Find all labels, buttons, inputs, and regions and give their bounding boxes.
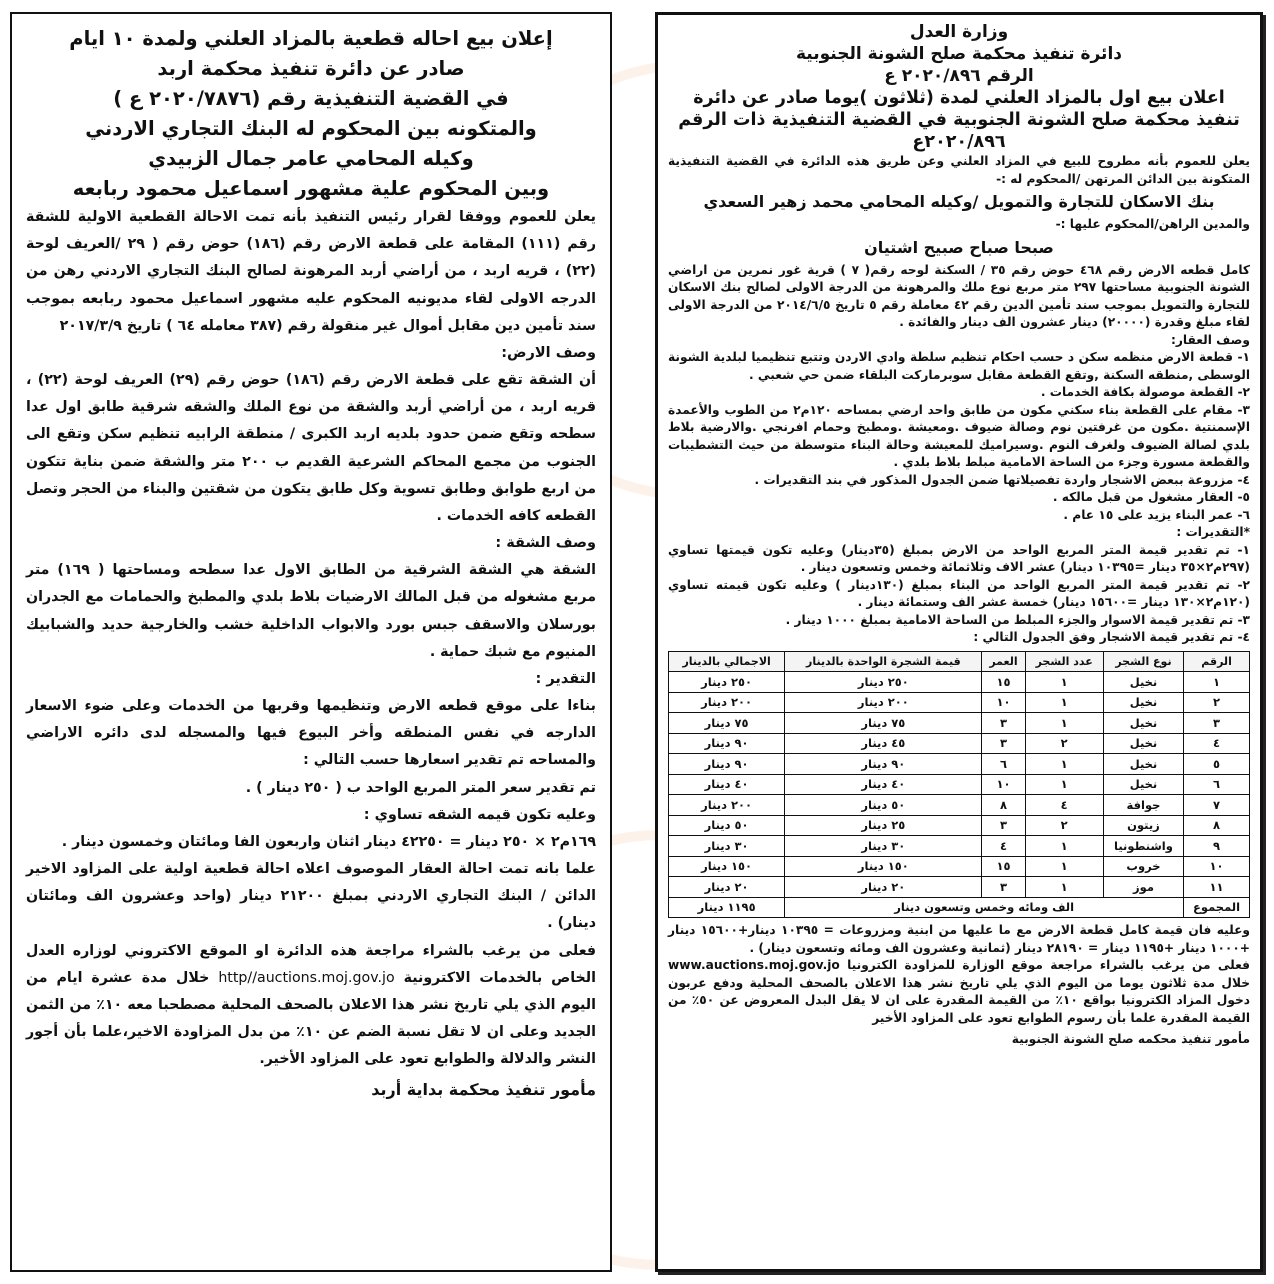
- table-cell: ٢: [1025, 733, 1103, 754]
- table-cell: ١: [1025, 754, 1103, 775]
- buyers-paragraph: فعلى من يرغب بالشراء مراجعة موقع الوزارة للمزاودة الكترونيا www.auctions.moj.gov.jo خلال مدة ثلاثون يوما من اليوم الذي يلي تاريخ نشر هذا الاعلان بالصحف المحلية ودفع عربون دخول المزاد الكترونيا بواقع ١٠٪ من القيمة المقدرة على ان لا يقل البدل المعروض عن ٥٠٪ من القيمة المقدرة علما بأن رسوم الطوابع تعود على المزاود الأخير: [668, 958, 1251, 1025]
- table-cell: ٢٠٠ دينار: [669, 692, 785, 713]
- table-cell: ١٥: [982, 856, 1025, 877]
- intro-paragraph: يعلن للعموم بأنه مطروح للبيع في المزاد العلني وعن طريق هذه الدائرة في القضية التنفيذية المتكونة بين الدائن المرتهن /المحكوم له :-: [668, 154, 1250, 186]
- table-cell: ٩٠ دينار: [785, 754, 982, 775]
- estimate-heading: التقدير :: [535, 671, 596, 688]
- table-cell: ٦: [982, 754, 1025, 775]
- land-heading: وصف الارض:: [501, 345, 596, 362]
- table-row: [669, 795, 1250, 816]
- trees-table: [668, 651, 1250, 919]
- table-cell: زيتون: [1103, 815, 1183, 836]
- table-cell: ٣: [982, 815, 1025, 836]
- table-cell: ٣٠ دينار: [669, 836, 785, 857]
- column-header: الاجمالي بالدينار: [669, 651, 785, 672]
- table-cell: ٥٠ دينار: [785, 795, 982, 816]
- table-cell: ٢٠٠ دينار: [669, 795, 785, 816]
- title-line: إعلان بيع احاله قطعية بالمزاد العلني ولمدة ١٠ ايام: [69, 27, 553, 50]
- title-line: والمتكونه بين المحكوم له البنك التجاري الاردني: [85, 117, 537, 140]
- table-cell: ٣: [982, 877, 1025, 898]
- description-heading: وصف العقار:: [1171, 332, 1250, 347]
- auctions-url[interactable]: http//auctions.moj.gov.jo: [218, 969, 395, 986]
- table-cell: ٥٠ دينار: [669, 815, 785, 836]
- table-cell: نخيل: [1103, 672, 1183, 693]
- property-paragraph: كامل قطعه الارض رقم ٤٦٨ حوض رقم ٣٥ / السكنة لوحه رقم( ٧ ) قرية غور نمرين من اراضي الشونة الجنوبية مساحتها ٢٩٧ متر مربع نوع ملك والمرهونة من الدرجة الاولى لصالح بنك الاسكان للتجارة والتمويل بموجب سند تأمين الدين رقم ٤٢ معاملة رقم ٥ تاريخ ٢٠١٤/٦/٥ من الدرجة الاولى لقاء مبلغ وقدرة (٢٠٠٠٠) دينار عشرون الف دينار والفائدة .: [668, 262, 1251, 329]
- table-cell: ٢: [1184, 692, 1250, 713]
- table-cell: واشنطونيا: [1103, 836, 1183, 857]
- table-cell: ١٥٠ دينار: [669, 856, 785, 877]
- table-cell: ٢٥ دينار: [785, 815, 982, 836]
- table-row: [669, 836, 1250, 857]
- table-cell: ٢٠ دينار: [669, 877, 785, 898]
- column-header: الرقم: [1184, 651, 1250, 672]
- table-cell: ١٥: [982, 672, 1025, 693]
- table-cell: ٢: [1025, 815, 1103, 836]
- table-cell: ٩: [1184, 836, 1250, 857]
- title-line: وبين المحكوم علية مشهور اسماعيل محمود ربابعه: [72, 177, 550, 200]
- signature: مأمور تنفيذ محكمة بداية أربد: [371, 1079, 596, 1099]
- debtor-label: والمدين الراهن/المحكوم عليها :-: [1055, 217, 1250, 231]
- award-paragraph: علما بانه تمت احالة العقار الموصوف اعلاه احالة قطعية اولية على المزاود الاخير الدائن / البنك التجاري الاردني بمبلغ ٢١٢٠٠ دينار (واحد وعشرون الف ومائتان دينار) .: [26, 861, 596, 932]
- signature: مأمور تنفيذ محكمه صلح الشونة الجنوبية: [1011, 1032, 1250, 1046]
- table-cell: ٧: [1184, 795, 1250, 816]
- description-item: ٣- مقام على القطعة بناء سكني مكون من طابق واحد ارضي بمساحه ١٢٠م٢ من الطوب والأعمدة الإسمنتية .مكون من غرفتين نوم وصالة ضيوف .ومعيشة .ومطبخ وحمام افرنجي .والارضية بلاط بلدي لصالة الضيوف ولغرف النوم .وسيراميك للمعيشة وحالة البناء متوسطة من حيث التشطيبات والقطعة مسورة وجزء من الساحة الامامية مبلط بلاط بلدي .: [668, 402, 1250, 469]
- table-cell: ٣٠ دينار: [785, 836, 982, 857]
- table-cell: ٢٥٠ دينار: [669, 672, 785, 693]
- total-label: المجموع: [1184, 897, 1250, 918]
- table-cell: ٦: [1184, 774, 1250, 795]
- table-cell: نخيل: [1103, 733, 1183, 754]
- table-cell: خروب: [1103, 856, 1183, 877]
- table-row: [669, 815, 1250, 836]
- land-description: أن الشقة تقع على قطعة الارض رقم (١٨٦) حوض رقم (٢٩) العريف لوحة (٢٢) ، قريه اربد ، من أراضي أربد والشقة من نوع الملك والشقه شرقية طابق اول عدا سطحه وتقع ضمن حدود بلديه اربد الكبرى / منطقة الرابيه تنظيم سكن وتقع الى الجنوب من مجمع المحاكم الشرعية القديم ب ٢٠٠ متر والشقة ضمن بناية تتكون من اربع طوابق وطابق تسوية وكل طابق يتكون من شقتين والبناء من الحجر وتصل القطعه كافه الخدمات .: [26, 372, 596, 525]
- column-header: نوع الشجر: [1103, 651, 1183, 672]
- table-cell: ٨: [1184, 815, 1250, 836]
- estimates-heading: *التقديرات :: [1176, 525, 1250, 539]
- estimate-item: ٣- تم تقدير قيمة الاسوار والجزء المبلط من الساحة الامامية بمبلغ ١٠٠٠ دينار .: [785, 612, 1250, 627]
- value-heading: وعليه تكون قيمه الشقه تساوي :: [363, 806, 596, 823]
- notice-title-line-2: تنفيذ محكمة صلح الشونة الجنوبية في القضية التنفيذية ذات الرقم ٢٠٢٠/٨٩٦ع: [678, 110, 1240, 152]
- table-cell: ٣: [982, 733, 1025, 754]
- description-item: ٦- عمر البناء يزيد على ١٥ عام .: [1063, 507, 1250, 522]
- table-cell: ٧٥ دينار: [785, 713, 982, 734]
- table-row: [669, 733, 1250, 754]
- buyers-paragraph: [26, 938, 596, 1074]
- table-cell: ٤٠ دينار: [669, 774, 785, 795]
- description-item: ١- قطعة الارض منظمه سكن د حسب احكام تنظيم سلطة وادي الاردن وتتبع تنظيميا لبلدية الشونة الوسطى ,منطقه السكنة ,وتقع القطعة مقابل سوبرماركت البلقاء ضمن حي شعبي .: [668, 350, 1250, 382]
- table-cell: ٤: [982, 836, 1025, 857]
- table-cell: ١: [1025, 836, 1103, 857]
- buyers-text-after-url: خلال مدة عشرة ايام من اليوم الذي يلي تاريخ نشر هذا الاعلان بالصحف المحلية مصطحبا معه ١٠٪ من الثمن الجديد وعلى ان لا تقل نسبة الضم عن ١٠٪ من بدل المزاودة الاخير،علما بأن أجور النشر والدلالة والطوابع تعود على المزاود الأخير.: [26, 969, 596, 1068]
- table-cell: ١: [1025, 713, 1103, 734]
- estimate-item: ١- تم تقدير قيمة المتر المربع الواحد من الارض بمبلغ (٣٥دينار) وعليه تكون قيمتها تساوي (٢٩٧م٢×٣٥ دينار =١٠٣٩٥ دينار) عشر الاف وثلاثمائة وخمس وتسعون دينار .: [668, 542, 1250, 574]
- table-cell: ١٥٠ دينار: [785, 856, 982, 877]
- table-cell: ١: [1025, 672, 1103, 693]
- notice-title-line-1: اعلان بيع اول بالمزاد العلني لمدة (ثلاثون )يوما صادر عن دائرة: [693, 88, 1225, 108]
- table-total-row: [669, 897, 1250, 918]
- table-cell: نخيل: [1103, 774, 1183, 795]
- table-cell: نخيل: [1103, 754, 1183, 775]
- table-cell: ٥: [1184, 754, 1250, 775]
- table-cell: ٢٥٠ دينار: [785, 672, 982, 693]
- column-header: عدد الشجر: [1025, 651, 1103, 672]
- table-row: [669, 754, 1250, 775]
- table-row: [669, 713, 1250, 734]
- table-cell: ٣: [1184, 713, 1250, 734]
- description-item: ٢- القطعة موصولة بكافة الخدمات .: [1040, 385, 1250, 399]
- notice-irbid-court: [10, 12, 612, 1272]
- column-header: قيمة الشجرة الواحدة بالدينار: [785, 651, 982, 672]
- department-name: دائرة تنفيذ محكمة صلح الشونة الجنوبية: [796, 44, 1122, 64]
- table-cell: نخيل: [1103, 692, 1183, 713]
- table-cell: ١٠: [1184, 856, 1250, 877]
- table-cell: ٤: [1184, 733, 1250, 754]
- table-cell: ١: [1025, 692, 1103, 713]
- apartment-description: الشقة هي الشقة الشرقية من الطابق الاول عدا سطحه ومساحتها ( ١٦٩) متر مربع مشغوله من قبل المالك الارضيات بلاط بلدي والمطبخ والحمامات مع الجدران بورسلان والاسقف جبس بورد والابواب الداخلية خشب والخارجية حديد والشبابيك المنيوم مع شبك حماية .: [26, 562, 596, 660]
- table-cell: ٨: [982, 795, 1025, 816]
- table-cell: نخيل: [1103, 713, 1183, 734]
- total-value-paragraph: وعليه فان قيمة كامل قطعة الارض مع ما عليها من ابنية ومزروعات = ١٠٣٩٥ دينار+١٥٦٠٠ دينار +١٠٠٠ دينار +١١٩٥ دينار = ٢٨١٩٠ دينار (ثمانية وعشرون الف ومائه وتسعون دينار) .: [668, 923, 1250, 955]
- table-row: [669, 877, 1250, 898]
- table-cell: ٤: [1025, 795, 1103, 816]
- table-row: [669, 774, 1250, 795]
- description-item: ٥- العقار مشغول من قبل مالكه .: [1052, 490, 1250, 504]
- title-line: صادر عن دائرة تنفيذ محكمة اربد: [157, 57, 465, 80]
- table-cell: ٢٠٠ دينار: [785, 692, 982, 713]
- table-cell: موز: [1103, 877, 1183, 898]
- table-cell: ١: [1184, 672, 1250, 693]
- notice-shouneh-court: [655, 12, 1263, 1272]
- table-cell: ١: [1025, 774, 1103, 795]
- table-cell: ٢٠ دينار: [785, 877, 982, 898]
- intro-paragraph: يعلن للعموم ووفقا لقرار رئيس التنفيذ بأنه تمت الاحالة القطعية الاولية للشقة رقم (١١١) المقامة على قطعة الارض رقم (١٨٦) حوض رقم ( ٢٩ /العريف لوحة (٢٢) ، قريه اربد ، من أراضي أربد المرهونة لصالح البنك التجاري الاردني رهن من الدرجه الاولى لقاء مديونيه المحكوم عليه مشهور اسماعيل محمود ربابعه بموجب سند تأمين دين مقابل أموال غير منقولة رقم (٣٨٧ معامله ٦٤ ) تاريخ ٢٠١٧/٣/٩: [26, 209, 597, 334]
- table-cell: ٧٥ دينار: [669, 713, 785, 734]
- table-cell: ١: [1025, 877, 1103, 898]
- table-row: [669, 856, 1250, 877]
- total-words: الف ومائه وخمس وتسعون دينار: [785, 897, 1184, 918]
- creditor-name: بنك الاسكان للتجارة والتمويل /وكيله المحامي محمد زهير السعدي: [703, 192, 1215, 211]
- table-cell: ٩٠ دينار: [669, 733, 785, 754]
- table-cell: ٣: [982, 713, 1025, 734]
- column-header: العمر: [982, 651, 1025, 672]
- table-cell: ١٠: [982, 692, 1025, 713]
- table-header-row: [669, 651, 1250, 672]
- title-line: في القضية التنفيذية رقم (٢٠٢٠/٧٨٧٦ ع ): [113, 87, 509, 110]
- table-row: [669, 692, 1250, 713]
- ministry-name: وزارة العدل: [909, 22, 1009, 42]
- apartment-heading: وصف الشقة :: [495, 535, 596, 552]
- table-cell: ١٠: [982, 774, 1025, 795]
- estimate-description: بناءا على موقع قطعه الارض وتنظيمها وقربها من الخدمات وعلى ضوء الاسعار الدارجه في نفس المنطقه وأخر البيوع فيها والمسجله لدى دائره الاراضي والمساحه تم تقدير اسعارها حسب التالي :: [26, 698, 596, 769]
- estimate-item: ٤- تم تقدير قيمة الاشجار وفق الجدول التالي :: [973, 630, 1250, 644]
- value-calculation: ١٦٩م٢ × ٢٥٠ دينار = ٤٢٢٥٠ دينار اثنان واربعون الفا ومائتان وخمسون دينار .: [61, 833, 596, 850]
- debtor-name: صبحا صباح صبيح اشتيان: [864, 237, 1054, 257]
- case-number: الرقم ٢٠٢٠/٨٩٦ ع: [884, 66, 1034, 86]
- estimate-line: تم تقدير سعر المتر المربع الواحد ب ( ٢٥٠ دينار ) .: [245, 779, 596, 796]
- total-value: ١١٩٥ دينار: [669, 897, 785, 918]
- table-cell: ١: [1025, 856, 1103, 877]
- estimate-item: ٢- تم تقدير قيمة المتر المربع الواحد من البناء بمبلغ (١٣٠دينار ) وعليه تكون قيمته تساوي (١٢٠م٢×١٣٠ دينار =١٥٦٠٠ دينار) خمسة عشر الف وستمائة دينار .: [668, 577, 1250, 609]
- table-cell: ٤٠ دينار: [785, 774, 982, 795]
- table-cell: جوافة: [1103, 795, 1183, 816]
- table-cell: ٩٠ دينار: [669, 754, 785, 775]
- table-cell: ٤٥ دينار: [785, 733, 982, 754]
- table-row: [669, 672, 1250, 693]
- description-item: ٤- مزروعة ببعض الاشجار واردة تفصيلاتها ضمن الجدول المذكور في بند التقديرات .: [754, 472, 1250, 487]
- table-cell: ١١: [1184, 877, 1250, 898]
- buyers-text-before-url: فعلى من يرغب بالشراء مراجعة هذه الدائرة او الموقع الاكتروني لوزاره العدل الخاص بالخدمات الاكترونية: [26, 942, 596, 986]
- title-line: وكيله المحامي عامر جمال الزبيدي: [148, 147, 474, 170]
